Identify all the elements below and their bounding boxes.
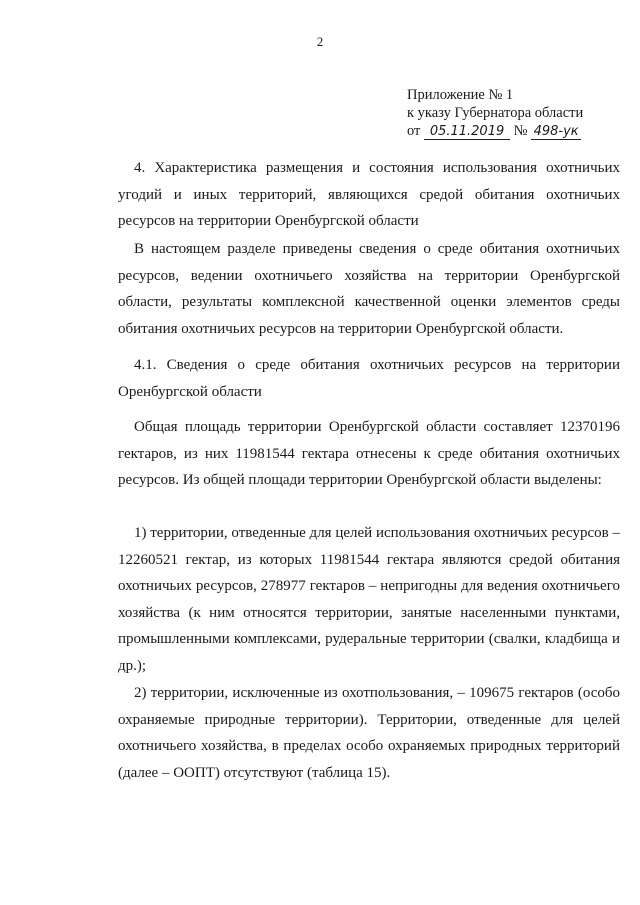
decree-number: 498-ук — [531, 125, 581, 140]
total-area-paragraph: Общая площадь территории Оренбургской области составляет 12370196 гектаров, из них 11981544 гектара отнесены к среде обитания охотничьих ресурсов. Из общей площади территории Оренбургской области выделены: — [118, 419, 620, 488]
date-prefix: от — [407, 123, 421, 139]
appendix-date-number-line — [407, 122, 632, 140]
appendix-decree-reference: к указу Губернатора области — [407, 105, 584, 121]
list-item-1: 1) территории, отведенные для целей использования охотничьих ресурсов – 12260521 гектар, из которых 11981544 гектара являются средой обитания охотничьих ресурсов, 278977 гектаров – непригодны для ведения охотничьего хозяйства (к ним относятся территории, занятые населенными пунктами, промышленными комплексами, рудеральные территории (свалки, кладбища и др.); — [118, 525, 620, 674]
number-sign: № — [513, 123, 528, 139]
appendix-title: Приложение № 1 — [407, 87, 514, 103]
section-intro-paragraph: В настоящем разделе приведены сведения о среде обитания охотничьих ресурсов, ведении охотничьего хозяйства на территории Оренбургской области, результаты комплексной качественной оценки элементов среды обитания охотничьих ресурсов на территории Оренбургской области. — [118, 241, 620, 337]
decree-date: 05.11.2019 — [424, 125, 510, 140]
appendix-block — [407, 86, 632, 140]
page-number: 2 — [316, 34, 324, 49]
list-item-2: 2) территории, исключенные из охотпользования, – 109675 гектаров (особо охраняемые природные территории). Территории, отведенные для целей охотничьего хозяйства, в пределах особо охраняемых природных территорий (далее – ООПТ) отсутствуют (таблица 15). — [118, 685, 620, 781]
section-heading: 4. Характеристика размещения и состояния использования охотничьих угодий и иных территорий, являющихся средой обитания охотничьих ресурсов на территории Оренбургской области — [118, 160, 620, 229]
subsection-heading: 4.1. Сведения о среде обитания охотничьих ресурсов на территории Оренбургской области — [118, 357, 620, 400]
